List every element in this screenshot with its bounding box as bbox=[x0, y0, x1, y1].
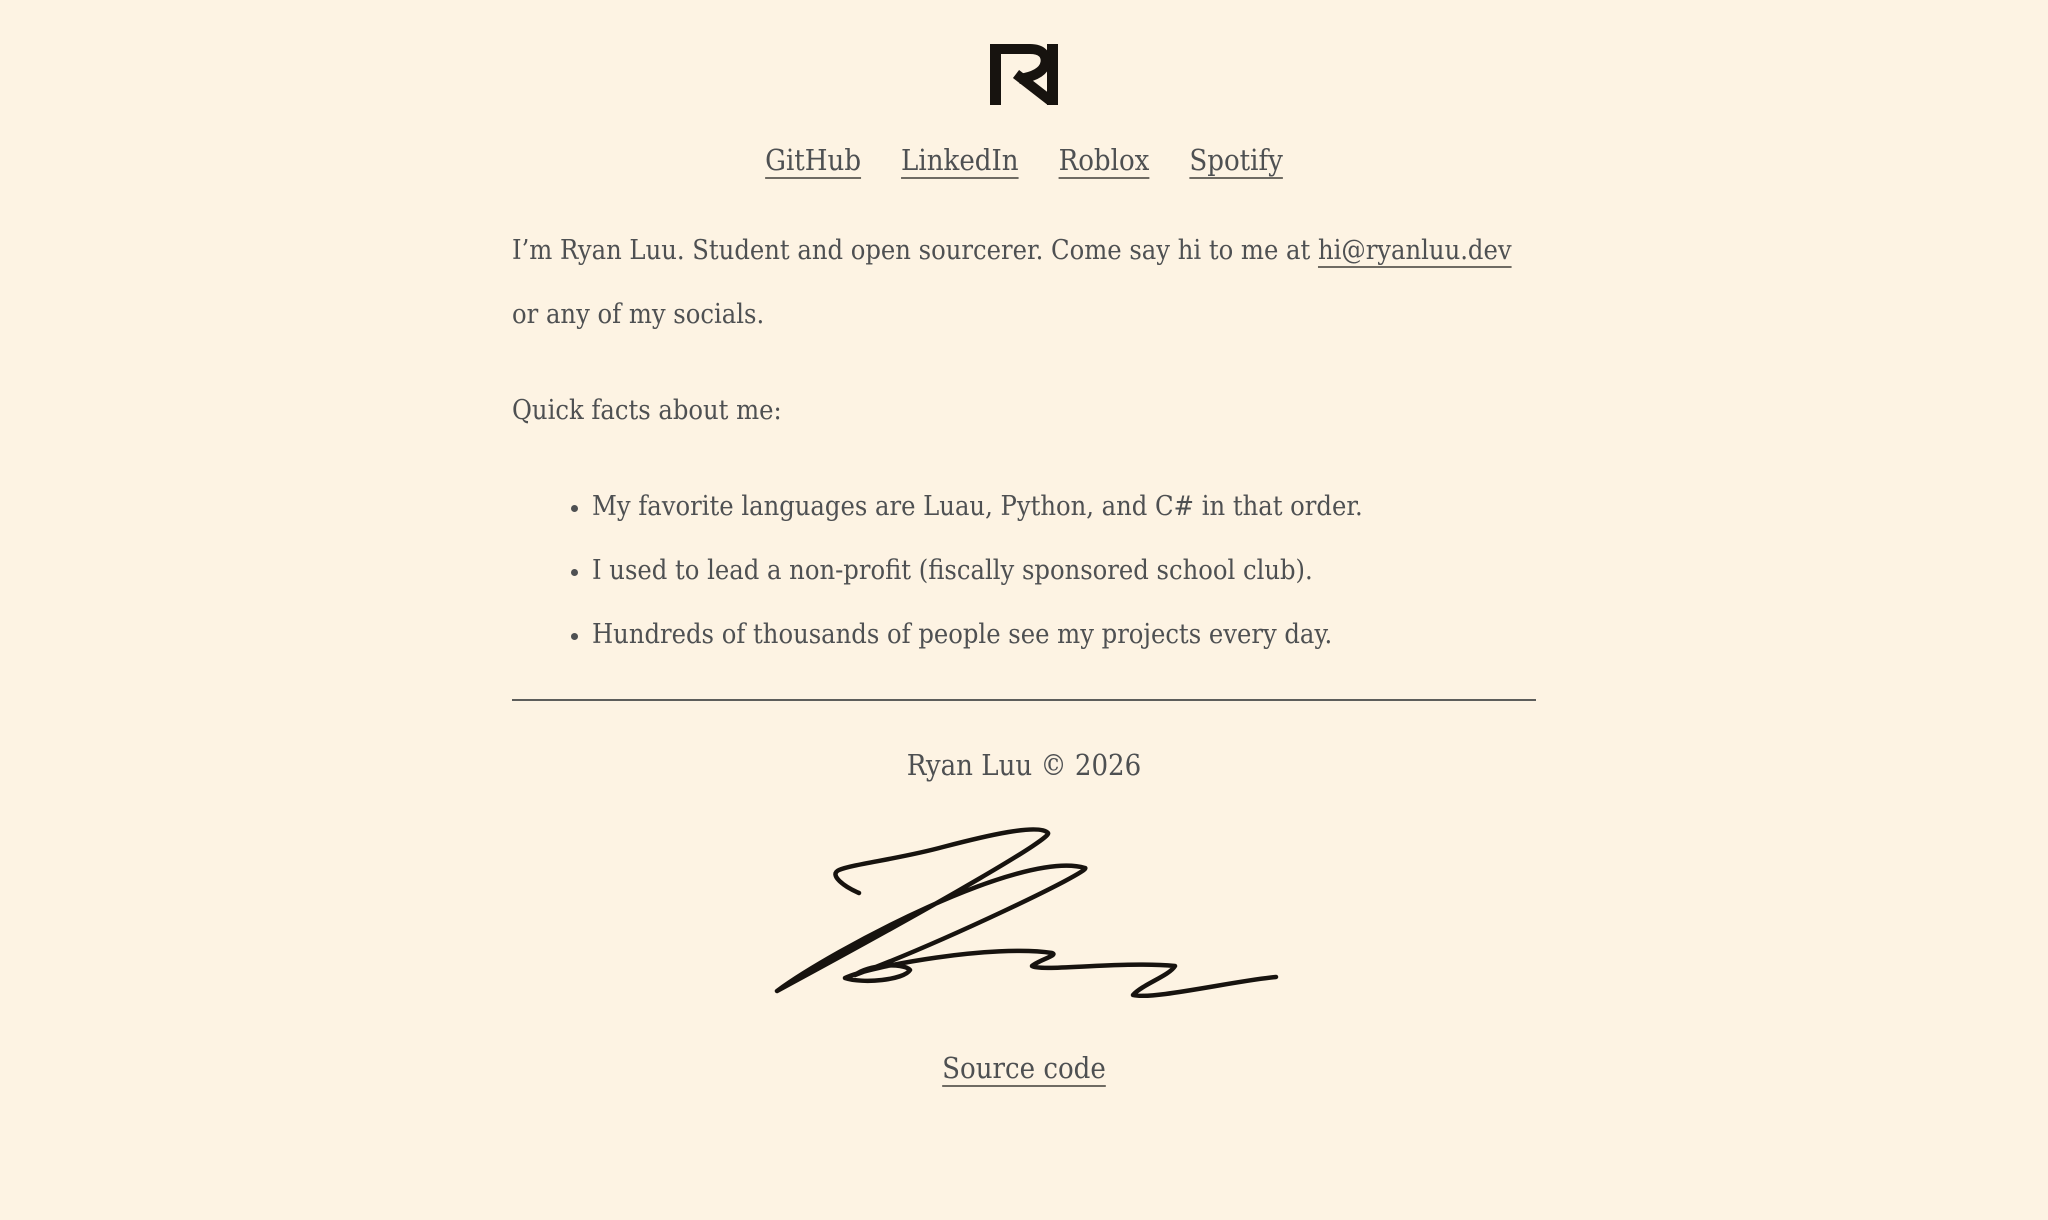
source-code-link[interactable]: Source code bbox=[942, 1051, 1106, 1085]
source-code-row bbox=[512, 1051, 1536, 1085]
nav-link-linkedin[interactable]: LinkedIn bbox=[901, 143, 1019, 177]
fact-item: • I used to lead a non-profit (fiscally sponsored school club). bbox=[592, 539, 1536, 603]
nav-link-roblox[interactable]: Roblox bbox=[1058, 143, 1150, 177]
nav-link-github[interactable]: GitHub bbox=[765, 143, 862, 177]
rn-logo-icon[interactable] bbox=[990, 44, 1058, 105]
signature-image bbox=[771, 825, 1301, 1005]
page bbox=[512, 0, 1536, 1085]
intro-text-before: I’m Ryan Luu. Student and open sourcerer. Come say hi to me at bbox=[512, 235, 1318, 266]
copyright-text: Ryan Luu © 2026 bbox=[906, 748, 1142, 782]
social-nav bbox=[512, 143, 1536, 177]
footer-divider bbox=[512, 699, 1536, 701]
intro-paragraph bbox=[512, 219, 1536, 347]
email-link[interactable]: hi@ryanluu.dev bbox=[1317, 235, 1512, 266]
fact-item: • My favorite languages are Luau, Python, and C# in that order. bbox=[592, 475, 1536, 539]
nav-link-spotify[interactable]: Spotify bbox=[1189, 143, 1283, 177]
intro-text-after: or any of my socials. bbox=[512, 299, 765, 330]
fact-item: • Hundreds of thousands of people see my projects every day. bbox=[592, 603, 1536, 667]
facts-heading: Quick facts about me: bbox=[512, 395, 782, 426]
facts-list bbox=[512, 475, 1536, 667]
